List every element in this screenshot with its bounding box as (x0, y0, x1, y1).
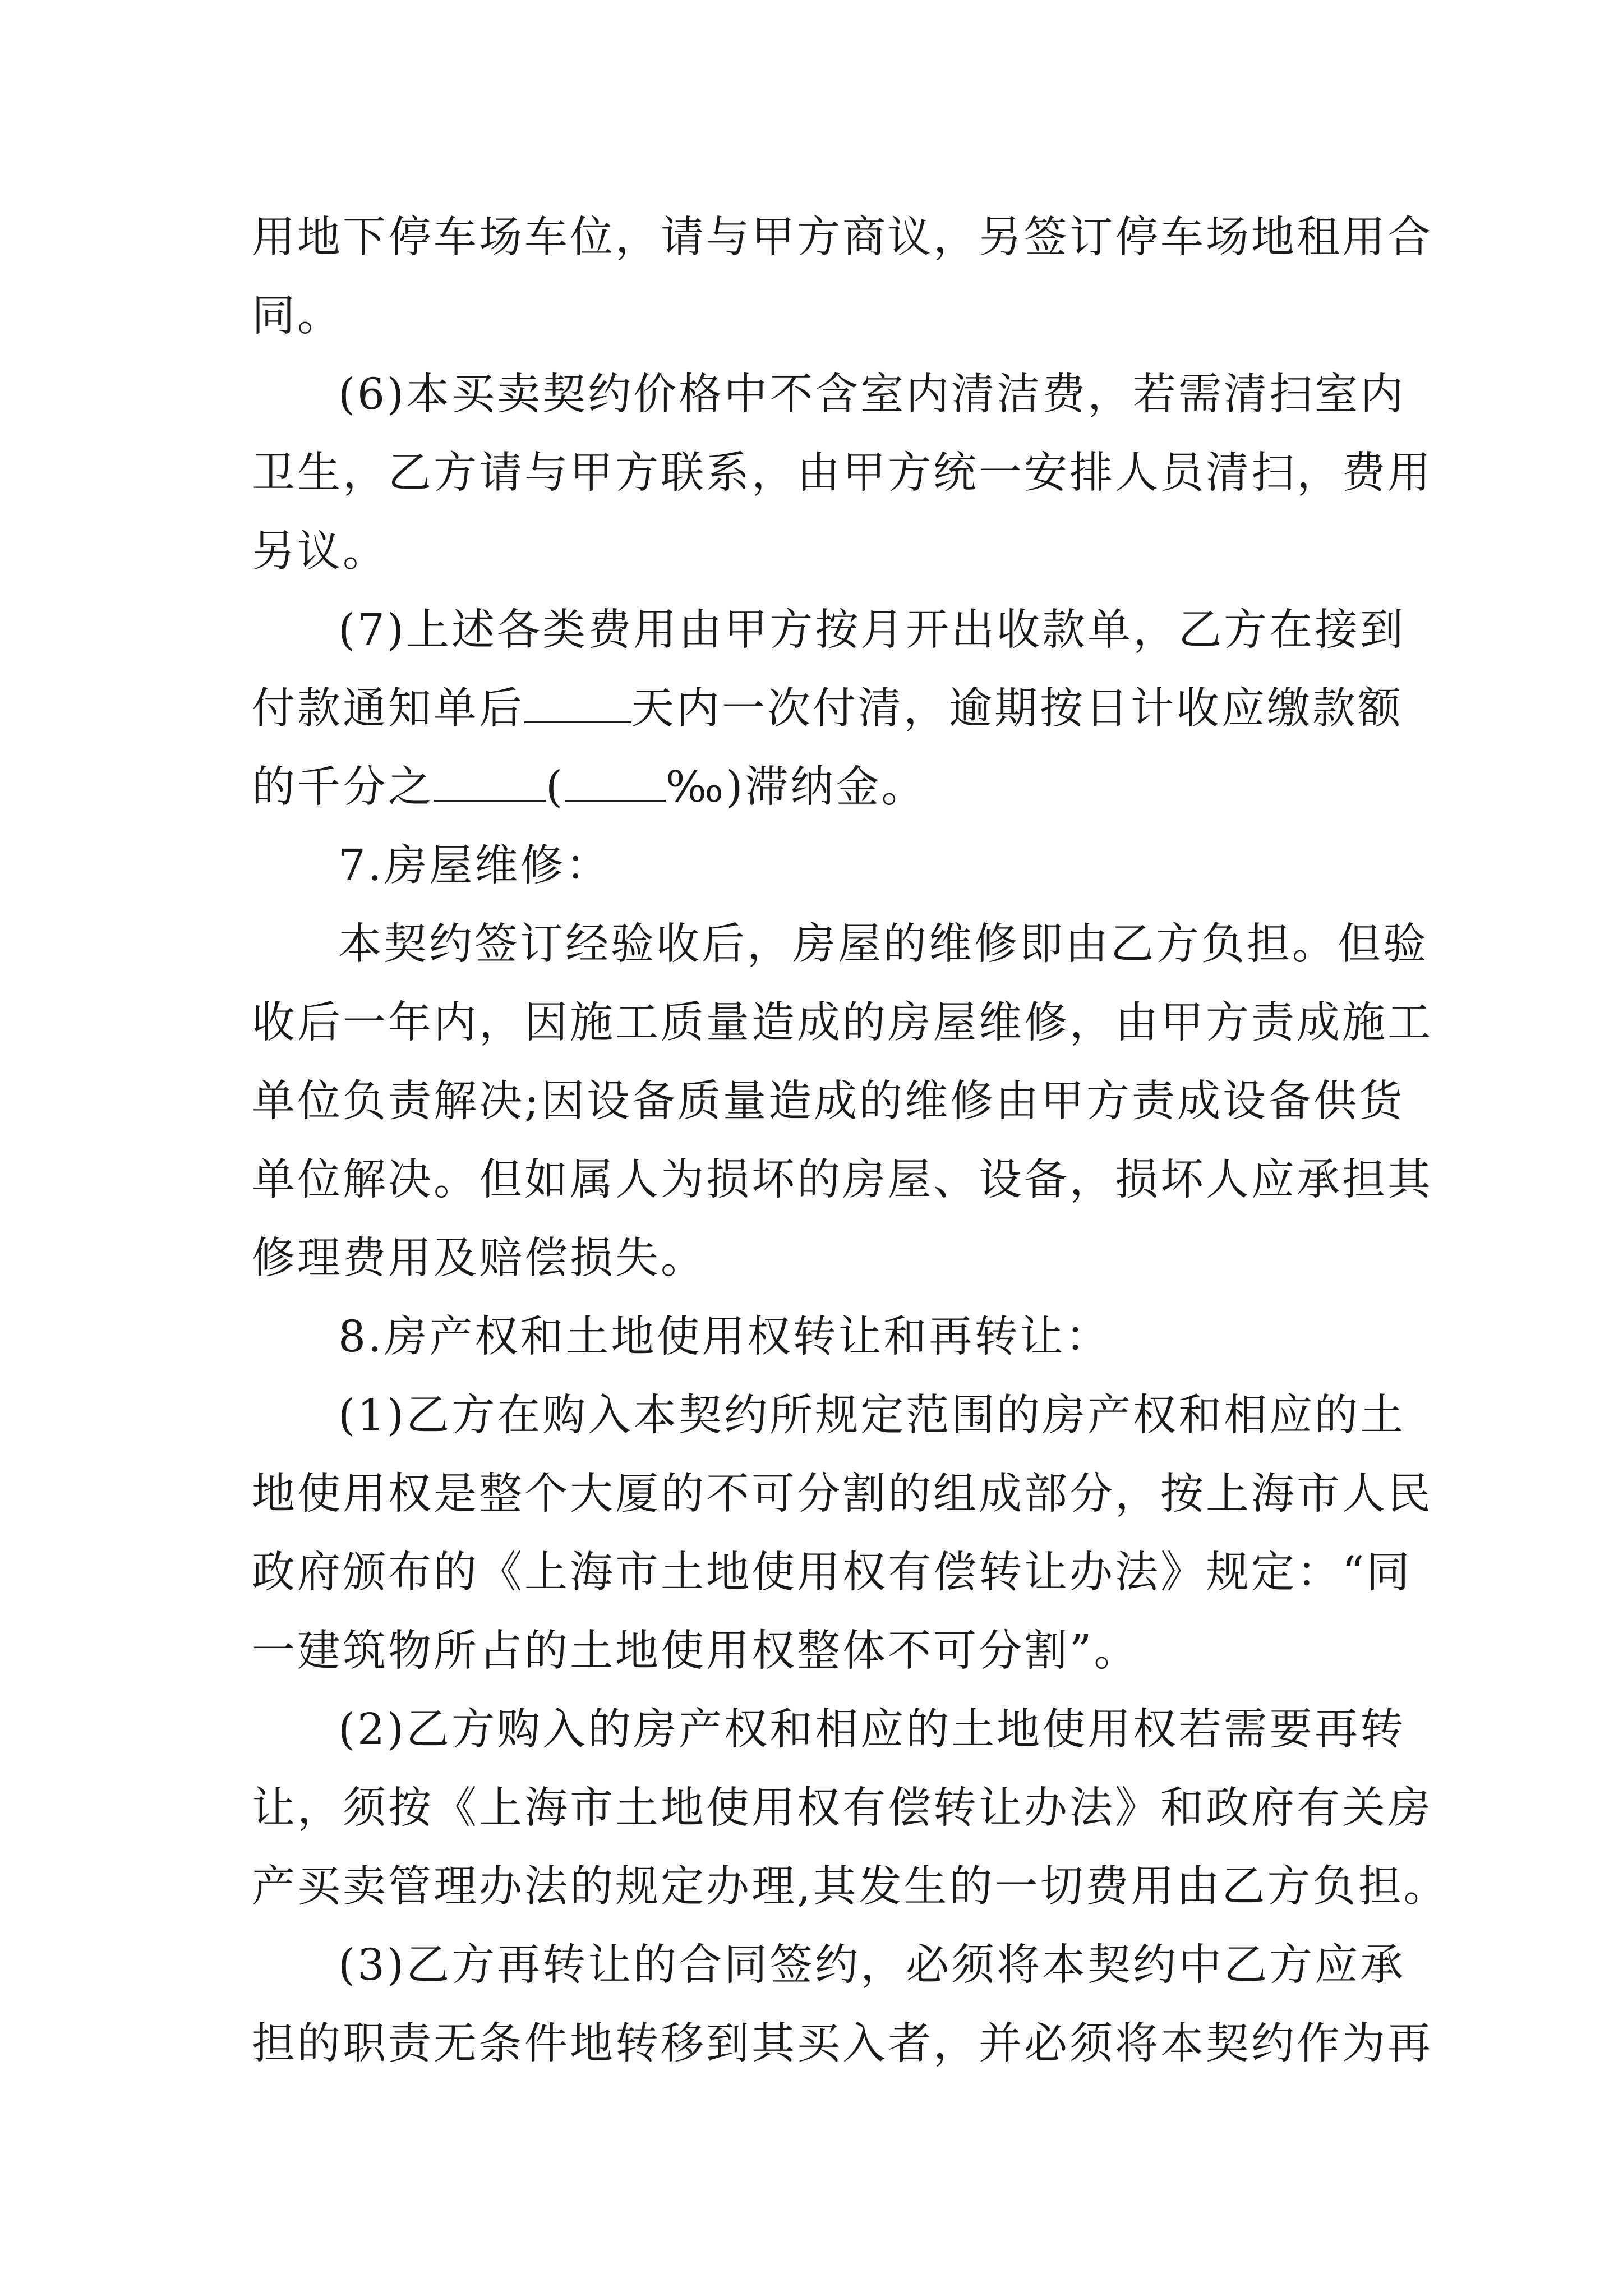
text-line: 担的职责无条件地转移到其买入者，并必须将本契约作为再 (252, 2019, 1433, 2069)
clause-2-line: (2)乙方购入的房产权和相应的土地使用权若需要再转 (338, 1705, 1406, 1755)
clause-3-line: (3)乙方再转让的合同签约，必须将本契约中乙方应承 (338, 1940, 1406, 1990)
text-segment: 付款通知单后 (252, 684, 524, 734)
section-heading: 8.房产权和土地使用权转让和再转让： (338, 1312, 1111, 1362)
text-line: 一建筑物所占的土地使用权整体不可分割”。 (252, 1626, 1140, 1676)
text-line-with-blank (252, 748, 1376, 827)
text-line: 地使用权是整个大厦的不可分割的组成部分，按上海市人民 (252, 1469, 1433, 1519)
clause-7-line: (7)上述各类费用由甲方按月开出收款单，乙方在接到 (338, 605, 1406, 655)
clause-1-line: (1)乙方在购入本契约所规定范围的房产权和相应的土 (338, 1391, 1406, 1441)
text-line: 单位解决。但如属人为损坏的房屋、设备，损坏人应承担其 (252, 1155, 1433, 1205)
text-line: 卫生，乙方请与甲方联系，由甲方统一安排人员清扫，费用 (252, 448, 1433, 498)
text-segment: ‰)滞纳金。 (666, 762, 927, 812)
fill-in-blank[interactable] (565, 765, 666, 802)
text-line: 单位负责解决;因设备质量造成的维修由甲方责成设备供货 (252, 1076, 1404, 1126)
text-line: 本契约签订经验收后，房屋的维修即由乙方负担。但验 (338, 919, 1428, 969)
text-line: 用地下停车场车位，请与甲方商议，另签订停车场地租用合 (252, 213, 1433, 263)
text-line: 让，须按《上海市土地使用权有偿转让办法》和政府有关房 (252, 1783, 1433, 1833)
clause-6-line: (6)本买卖契约价格中不含室内清洁费，若需清扫室内 (338, 370, 1406, 420)
text-segment: 天内一次付清，逾期按日计收应缴款额 (631, 684, 1403, 734)
text-line-with-blank (252, 670, 1403, 748)
contract-body (252, 199, 1449, 2083)
text-line: 另议。 (252, 527, 388, 577)
text-line: 政府颁布的《上海市土地使用权有偿转让办法》规定：“同 (252, 1548, 1412, 1598)
text-line: 修理费用及赔偿损失。 (252, 1234, 706, 1283)
text-line: 收后一年内，因施工质量造成的房屋维修，由甲方责成施工 (252, 998, 1433, 1048)
section-heading: 7.房屋维修： (338, 841, 611, 891)
text-segment: ( (546, 762, 565, 812)
text-segment: 的千分之 (252, 762, 434, 812)
fill-in-blank[interactable] (434, 765, 546, 802)
text-line: 产买卖管理办法的规定办理,其发生的一切费用由乙方负担。 (252, 1862, 1449, 1912)
fill-in-blank[interactable] (524, 687, 631, 723)
text-line: 同。 (252, 291, 343, 341)
